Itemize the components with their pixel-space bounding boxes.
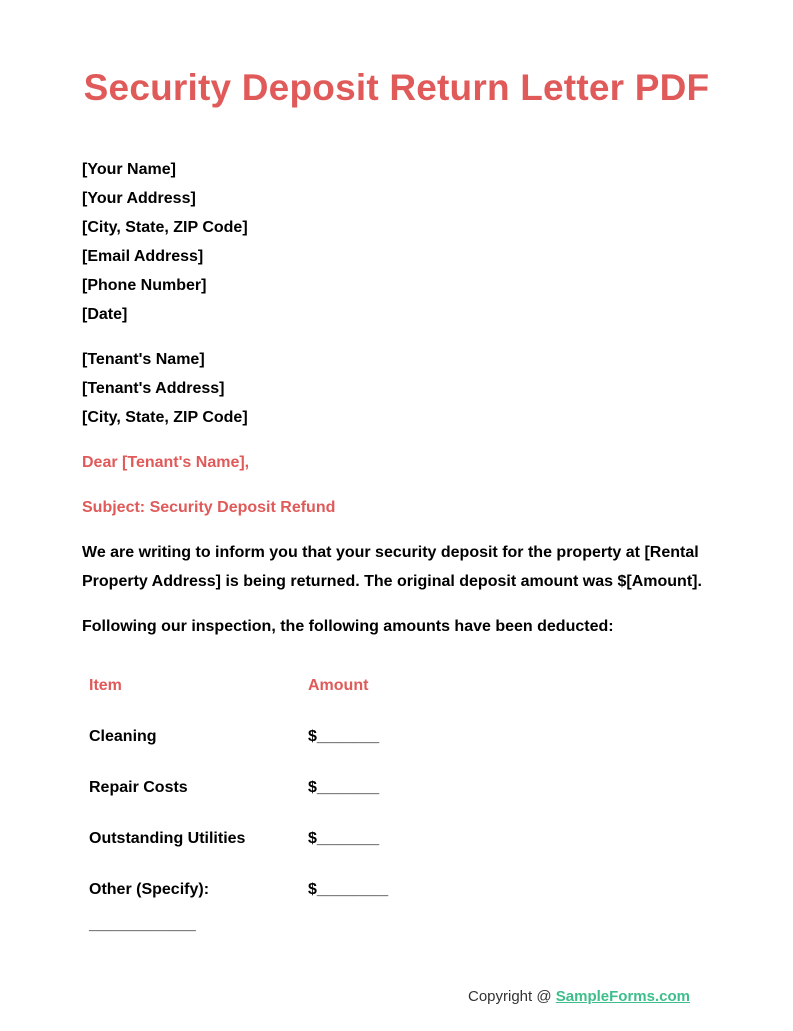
row-item: Cleaning	[89, 728, 157, 745]
sender-address: [Your Address]	[82, 190, 196, 207]
header-amount: Amount	[308, 677, 369, 694]
tenant-address: [Tenant's Address]	[82, 380, 225, 397]
row-item: Outstanding Utilities	[89, 830, 246, 847]
sender-name: [Your Name]	[82, 161, 176, 178]
copyright-text: Copyright @	[468, 988, 556, 1005]
row-amount: $_______	[308, 728, 380, 745]
table-row	[89, 773, 508, 824]
row-item: Other (Specify):	[89, 881, 210, 898]
header-item: Item	[89, 677, 122, 694]
table-row	[89, 875, 508, 910]
sender-address-block	[82, 155, 248, 329]
table-row	[89, 910, 508, 961]
tenant-name: [Tenant's Name]	[82, 351, 205, 368]
row-amount: $_______	[308, 779, 380, 796]
page-title: Security Deposit Return Letter PDF	[83, 67, 710, 108]
deductions-table	[89, 671, 508, 961]
table-row	[89, 824, 508, 875]
recipient-address-block	[82, 345, 248, 432]
body-paragraph-deposit: We are writing to inform you that your security deposit for the property at [Rental Property Address] is being returned. The original deposit amount was $[Amount].	[82, 544, 702, 590]
tenant-city-state-zip: [City, State, ZIP Code]	[82, 409, 248, 426]
sender-email: [Email Address]	[82, 248, 204, 265]
subject-line: Subject: Security Deposit Refund	[82, 499, 336, 516]
row-amount: $_______	[308, 830, 380, 847]
salutation: Dear [Tenant's Name],	[82, 454, 250, 471]
body-paragraph-deductions: Following our inspection, the following amounts have been deducted:	[82, 618, 614, 635]
row-amount-blank	[308, 910, 508, 961]
row-item: Repair Costs	[89, 779, 188, 796]
copyright-footer	[468, 985, 690, 1009]
letter-date: [Date]	[82, 306, 128, 323]
brand-link[interactable]: SampleForms.com	[555, 988, 690, 1005]
table-header-row	[89, 671, 508, 722]
row-amount: $________	[308, 881, 389, 898]
table-row	[89, 722, 508, 773]
row-item-blank: ____________	[89, 916, 196, 933]
sender-city-state-zip: [City, State, ZIP Code]	[82, 219, 248, 236]
sender-phone: [Phone Number]	[82, 277, 207, 294]
